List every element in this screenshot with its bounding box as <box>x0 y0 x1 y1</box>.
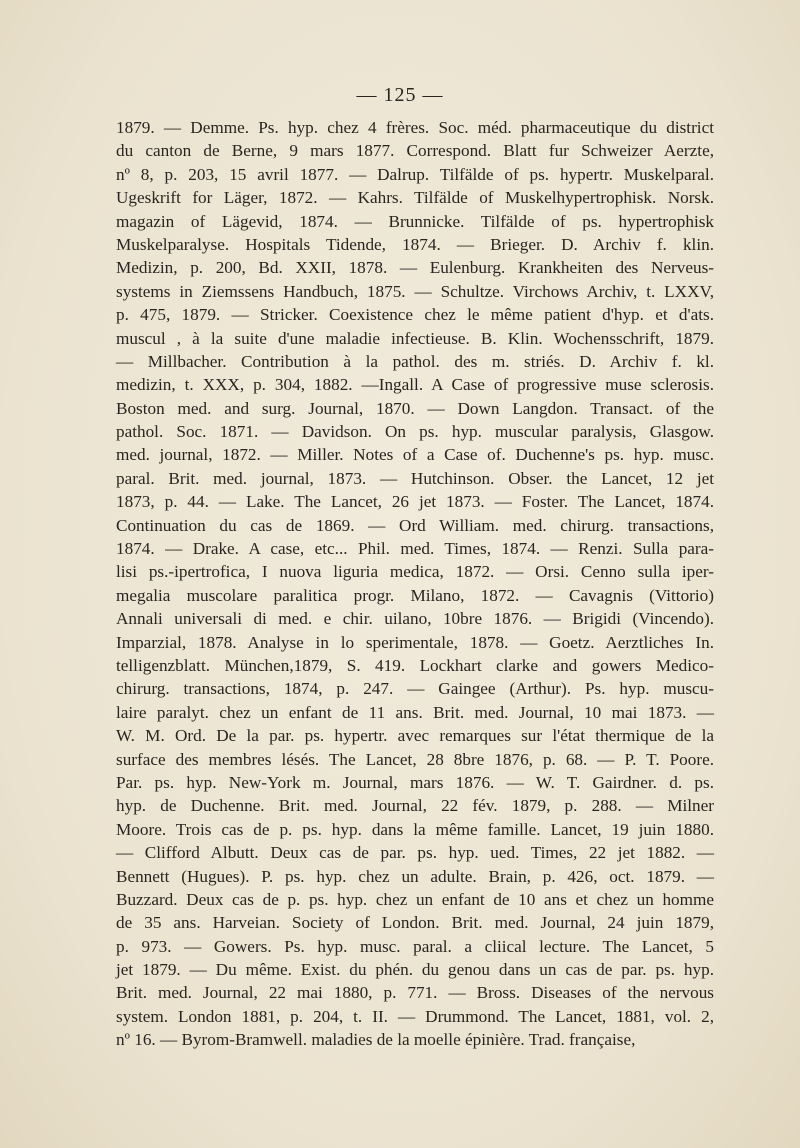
text-line: Buzzard. Deux cas de p. ps. hyp. chez un enfant de 10 ans et chez un homme <box>116 889 714 909</box>
text-line: surface des membres lésés. The Lancet, 28 8bre 1876, p. 68. — P. T. Poore. <box>116 749 714 769</box>
text-line: Annali universali di med. e chir. uilano, 10bre 1876. — Brigidi (Vincendo). <box>116 609 714 629</box>
text-line: Boston med. and surg. Journal, 1870. — Down Langdon. Transact. of the <box>116 398 714 418</box>
text-line: med. journal, 1872. — Miller. Notes of a Case of. Duchenne's ps. hyp. musc. <box>116 445 714 465</box>
text-line: Medizin, p. 200, Bd. XXII, 1878. — Eulenburg. Krankheiten des Nerveus- <box>116 258 714 278</box>
text-line: 1874. — Drake. A case, etc... Phil. med. Times, 1874. — Renzi. Sulla para- <box>116 539 714 559</box>
text-line: Moore. Trois cas de p. ps. hyp. dans la même famille. Lancet, 19 juin 1880. <box>116 819 714 839</box>
text-line: paral. Brit. med. journal, 1873. — Hutchinson. Obser. the Lancet, 12 jet <box>116 468 714 488</box>
text-line: 1879. — Demme. Ps. hyp. chez 4 frères. Soc. méd. pharmaceutique du district <box>116 118 714 137</box>
text-line: muscul , à la suite d'une maladie infectieuse. B. Klin. Wochensschrift, 1879. <box>116 328 714 348</box>
text-line: — Millbacher. Contribution à la pathol. des m. striés. D. Archiv f. kl. <box>116 351 714 371</box>
text-line: Muskelparalyse. Hospitals Tidende, 1874. — Brieger. D. Archiv f. klin. <box>116 234 714 254</box>
text-line: medizin, t. XXX, p. 304, 1882. —Ingall. A Case of progressive muse sclerosis. <box>116 375 714 395</box>
text-line: laire paralyt. chez un enfant de 11 ans. Brit. med. Journal, 10 mai 1873. — <box>116 702 714 722</box>
text-line: telligenzblatt. München,1879, S. 419. Lockhart clarke and gowers Medico- <box>116 655 714 675</box>
text-line: W. M. Ord. De la par. ps. hypertr. avec remarques sur l'état thermique de la <box>116 726 714 746</box>
text-line: Bennett (Hugues). P. ps. hyp. chez un adulte. Brain, p. 426, oct. 1879. — <box>116 866 714 886</box>
text-line: systems in Ziemssens Handbuch, 1875. — Schultze. Virchows Archiv, t. LXXV, <box>116 281 714 301</box>
text-line: jet 1879. — Du même. Exist. du phén. du genou dans un cas de par. ps. hyp. <box>116 960 714 980</box>
text-line: lisi ps.-ipertrofica, I nuova liguria medica, 1872. — Orsi. Cenno sulla iper- <box>116 562 714 582</box>
bibliography-text <box>116 116 714 1052</box>
text-line: nº 16. — Byrom-Bramwell. maladies de la moelle épinière. Trad. française, <box>116 1030 636 1050</box>
text-line: system. London 1881, p. 204, t. II. — Drummond. The Lancet, 1881, vol. 2, <box>116 1006 714 1026</box>
text-line: megalia muscolare paralitica progr. Milano, 1872. — Cavagnis (Vittorio) <box>116 585 714 605</box>
text-line: hyp. de Duchenne. Brit. med. Journal, 22 fév. 1879, p. 288. — Milner <box>116 796 714 816</box>
text-line: pathol. Soc. 1871. — Davidson. On ps. hyp. muscular paralysis, Glasgow. <box>116 422 714 442</box>
page-number: — 125 — <box>356 84 444 106</box>
text-line: p. 475, 1879. — Stricker. Coexistence chez le même patient d'hyp. et d'ats. <box>116 305 714 325</box>
text-line: — Clifford Albutt. Deux cas de par. ps. hyp. ued. Times, 22 jet 1882. — <box>116 843 714 863</box>
text-line: du canton de Berne, 9 mars 1877. Correspond. Blatt fur Schweizer Aerzte, <box>116 141 714 161</box>
text-line: Continuation du cas de 1869. — Ord William. med. chirurg. transactions, <box>116 515 714 535</box>
text-line: Imparzial, 1878. Analyse in lo sperimentale, 1878. — Goetz. Aerztliches In. <box>116 632 714 652</box>
text-line: Par. ps. hyp. New-York m. Journal, mars 1876. — W. T. Gairdner. d. ps. <box>116 772 714 792</box>
text-line: Brit. med. Journal, 22 mai 1880, p. 771. — Bross. Diseases of the nervous <box>116 983 714 1003</box>
text-line: 1873, p. 44. — Lake. The Lancet, 26 jet 1873. — Foster. The Lancet, 1874. <box>116 492 714 512</box>
text-line: de 35 ans. Harveian. Society of London. Brit. med. Journal, 24 juin 1879, <box>116 913 714 933</box>
text-line: p. 973. — Gowers. Ps. hyp. musc. paral. a cliical lecture. The Lancet, 5 <box>116 936 714 956</box>
text-line: Ugeskrift for Läger, 1872. — Kahrs. Tilfälde of Muskelhypertrophisk. Norsk. <box>116 188 714 208</box>
text-line: chirurg. transactions, 1874, p. 247. — Gaingee (Arthur). Ps. hyp. muscu- <box>116 679 714 699</box>
text-line: magazin of Lägevid, 1874. — Brunnicke. Tilfälde of ps. hypertrophisk <box>116 211 714 231</box>
text-line: nº 8, p. 203, 15 avril 1877. — Dalrup. Tilfälde of ps. hypertr. Muskelparal. <box>116 164 714 184</box>
